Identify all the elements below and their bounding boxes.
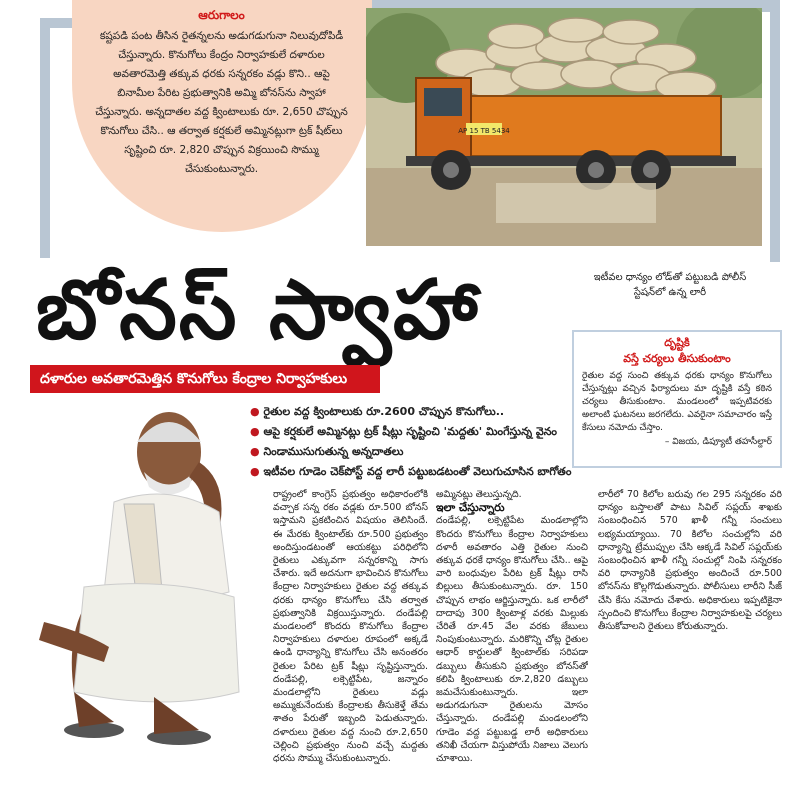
article-column-1	[273, 488, 428, 788]
lorry-illustration	[366, 8, 762, 246]
official-quote-box	[572, 330, 782, 468]
headline: బోనస్‌ స్వాహా	[36, 262, 480, 358]
number-plate: AP 15 TB 5434	[458, 127, 510, 135]
key-point: ● ఆపై కర్షకులే అమ్మినట్లు ట్రక్‌ షీట్లు సృష్టించి 'మద్దతు' మింగేస్తున్న వైనం	[250, 425, 558, 438]
article-column-3	[598, 488, 782, 788]
article-column-2	[436, 488, 588, 788]
column-2-text: దండేపల్లి, లక్సెట్టిపేట మండలాల్లోని కొందరు కొనుగోలు కేంద్రాల నిర్వాహకులు దళారీ అవతారం ఎత్తి రైతుల నుంచి తక్కువ ధరకే ధాన్యం కొనుగోలు చేసి.. ఆపై వారి బంధువుల పేరిట ట్రక్‌ షీట్లు రాసి బిల్లులు తీసుకుంటున్నారు. రూ. 150 చొప్పున లాభం ఆర్జిస్తున్నారు. ఒక లారీలో దాదాపు 300 క్వింటాళ్ల వరకు మిల్లుకు చేరితే రూ.45 వేల వరకు జేబులు నింపుకుంటున్నారు. మరికొన్ని చోట్ల రైతుల ఆధార్‌ కార్డులతో క్వింటాల్‌కు సరిపడా డబ్బులు తీసుకుని ప్రభుత్వం బోనస్‌తో కలిపి క్వింటాలుకు రూ.2,820 డబ్బులు జమచేసుకుంటున్నారు. ఇలా అడుగడుగునా రైతులను మోసం చేస్తున్నారు. దండేపల్లి మండలంలోని గూడెం వద్ద పట్టుబడ్డ లారీ అధికారులు తనిఖీ చేయగా విస్తుపోయే నిజాలు వెలుగు చూశాయి.	[436, 515, 588, 765]
quote-title-2: వస్తే చర్యలు తీసుకుంటాం	[623, 352, 731, 365]
farmer-photo	[4, 392, 274, 772]
column-1-text: రాష్ట్రంలో కాంగ్రెస్‌ ప్రభుత్వం అధికారంలోకి వచ్చాక సన్న రకం వడ్లకు రూ.500 బోనస్‌ ఇస్తామని ప్రకటించిన విషయం తెలిసిందే. ఈ మేరకు క్వింటాల్‌కు రూ.500 ప్రభుత్వం అందిస్తుండటంతో ఆయకట్టు పరిధిలోని రైతులు ఎక్కువగా సన్నరకాన్ని సాగు చేశారు. ఇదే అదనుగా భావించిన కొనుగోలు కేంద్రాల నిర్వాహకులు రైతుల వద్ద తక్కువ ధరకు ధాన్యం కొనుగోలు చేసి తర్వాత ప్రభుత్వానికి విక్రయిస్తున్నారు. దండేపల్లి మండలంలో కొందరు కొనుగోలు కేంద్రాల నిర్వాహకులు దళారుల రూపంలో అక్కడే ఉండి ధాన్యాన్ని కొనుగోలు చేసి అనంతరం రైతుల పేరిట ట్రక్‌ షీట్లు సృష్టిస్తున్నారు. దండేపల్లి, లక్సెట్టిపేట, జన్నారం మండలాల్లోని రైతులు వడ్లు అమ్ముకునేందుకు కేంద్రాలకు తీసుకెళ్తే తేమ శాతం పేరుతో ఇబ్బంది పెడుతున్నారు. దళారులు రైతుల వద్ద నుంచి రూ.2,650 చెల్లించి ప్రభుత్వం నుంచి వచ్చే మద్దతు ధరను సొమ్ము చేసుకుంటున్నారు.	[273, 489, 428, 765]
key-points	[250, 402, 580, 482]
column-2-lead: అమ్మినట్లు తెలుస్తున్నది.	[436, 489, 522, 500]
quote-signature: – విజయ, డిప్యూటీ తహసీల్దార్‌	[664, 437, 772, 447]
photo-caption: ఇటీవల ధాన్యం లోడ్‌తో పట్టుబడి పోలీస్‌ స్టేషన్‌లో ఉన్న లారీ	[593, 272, 747, 298]
intro-title: ఆరుగాలం	[198, 8, 245, 22]
quote-body: రైతుల వద్ద సుంచి తక్కువ ధరకు ధాన్యం కొనుగోలు చేస్తున్నట్లు వచ్చిన ఫిర్యాదులు మా దృష్టికి వస్తే కఠిన చర్యలు తీసుకుంటాం. మండలంలో ఇప్పటివరకు అలాంటి ఘటనలు జరగలేదు. ఎవరైనా సమాచారం ఇస్తే కేసులు నమోదు చేస్తాం.	[582, 371, 772, 433]
farmer-illustration	[4, 392, 274, 772]
subheadline: దళారుల అవతారమెత్తిన కొనుగోలు కేంద్రాల నిర్వాహకులు	[30, 365, 380, 393]
key-point: ● ఇటీవల గూడెం చెక్‌పోస్ట్‌ వద్ద లారీ పట్టుబడటంతో వెలుగుచూసిన బాగోతం	[250, 465, 572, 478]
key-point: ● రైతుల వద్ద క్వింటాలుకు రూ.2600 చొప్పున కొనుగోలు..	[250, 405, 505, 418]
quote-title-1: దృష్టికి	[664, 336, 690, 349]
column-2-subhead: ఇలా చేస్తున్నారు	[436, 501, 505, 515]
column-3-text: లారీలో 70 కిలోల బరువు గల 295 సన్నరకం వరి ధాన్యం బస్తాలతో పాటు సివిల్‌ సప్లయ్‌ శాఖకు సంబంధించిన 570 ఖాళీ గన్నీ సంచులు లభ్యమయ్యాయి. 70 కిలోల సంచుల్లోని వరి ధాన్యాన్ని ట్రేముప్పుల చేసి ఆక్కడే సివిల్‌ సప్లయ్‌కు సంబంధించిన ఖాళీ గన్నీ సంచుల్లో నింపి సన్నరకం వరి ధాన్యానికి ప్రభుత్వం అందించే రూ.500 బోనస్‌ను కొల్లగొడుతున్నారు. పోలీసులు లారీని సీజ్‌ చేసి కేసు నమోదు చేశారు. అధికారులు ఇప్పటికైనా స్పందించి కొనుగోలు కేంద్రాల నిర్వాహకులపై చర్యలు తీసుకోవాలని రైతులు కోరుతున్నారు.	[598, 489, 782, 633]
intro-body: కష్టపడి పంట తీసిన రైతన్నలను అడుగడుగునా నిలువుదోపిడీ చేస్తున్నారు. కొనుగోలు కేంద్రం నిర్వాహకులే దళారుల అవతారమెత్తి తక్కువ ధరకు సన్నరకం వడ్లు కొని.. ఆపై బినామీల పేరిట ప్రభుత్వానికి అమ్మి బోనస్‌ను స్వాహా చేస్తున్నారు. అన్నదాతల వద్ద క్వింటాలుకు రూ. 2,650 చొప్పున కొనుగోలు చేసి.. ఆ తర్వాత కర్షకులే అమ్మినట్లుగా ట్రక్‌ షీట్‌లు సృష్టించి రూ. 2,820 చొప్పున విక్రయించి సొమ్ము చేసుకుంటున్నారు.	[95, 30, 348, 175]
lorry-photo	[366, 8, 762, 246]
key-point: ● నిండాముసుగుతున్న అన్నదాతలు	[250, 445, 404, 458]
